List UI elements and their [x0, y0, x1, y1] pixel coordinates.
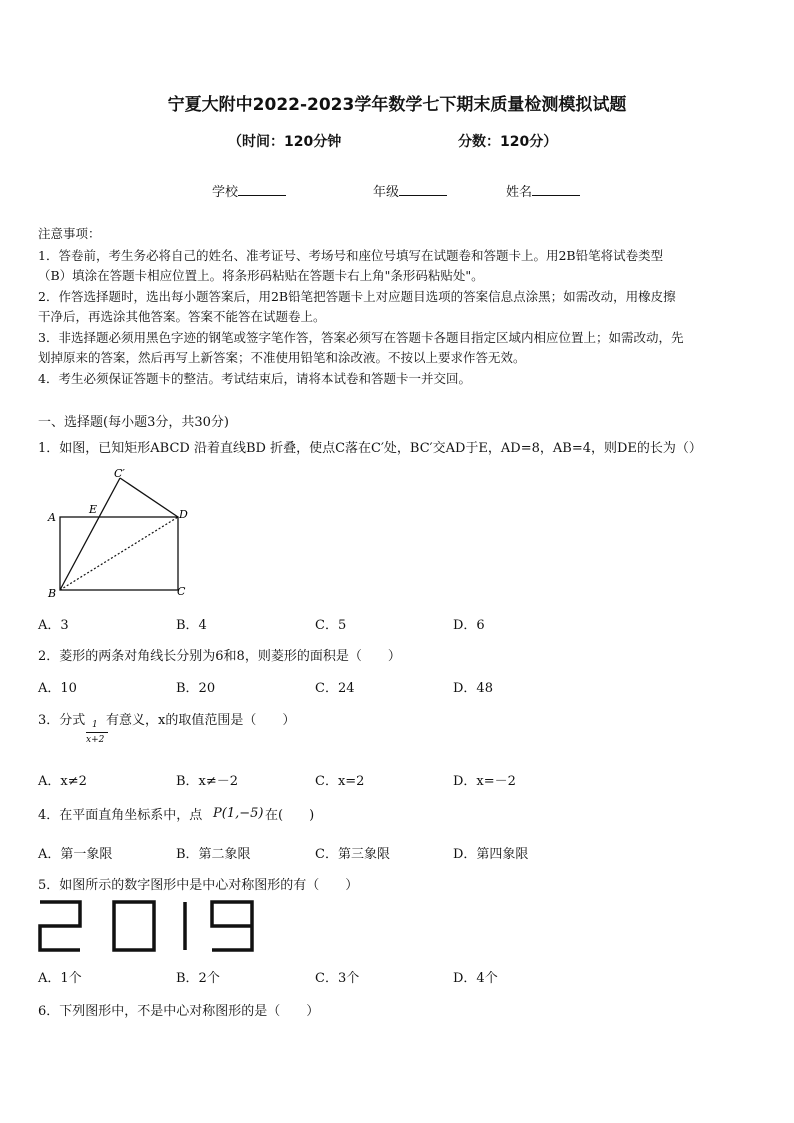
question-3-option-a: A．x≠2	[38, 774, 87, 789]
question-5-option-b: B．2个	[176, 971, 220, 986]
question-3-option-b: B．x≠－2	[176, 774, 239, 789]
segment-bc-prime	[60, 478, 120, 590]
label-d: D	[179, 508, 188, 521]
grade-field	[373, 181, 447, 200]
question-4-prefix: 4．在平面直角坐标系中，点	[38, 808, 203, 823]
grade-label: 年级	[373, 185, 400, 200]
section-heading: 一、选择题(每小题3分，共30分)	[38, 415, 229, 430]
question-2-text: 2．菱形的两条对角线长分别为6和8，则菱形的面积是（ ）	[38, 649, 401, 664]
rectangle-fold-diagram	[40, 468, 200, 600]
note-line: （B）填涂在答题卡相应位置上。将条形码粘贴在答题卡右上角"条形码粘贴处"。	[38, 268, 484, 283]
question-1-option-a: A．3	[38, 618, 69, 633]
label-a: A	[48, 511, 56, 524]
exam-score: 分数：120分）	[458, 134, 558, 150]
point-p: P(1,−5)	[213, 806, 264, 821]
grade-blank	[399, 184, 447, 196]
question-1-option-b: B．4	[176, 618, 207, 633]
note-line: 4．考生必须保证答题卡的整洁。考试结束后，请将本试卷和答题卡一并交回。	[38, 371, 471, 386]
note-line: 划掉原来的答案，然后再写上新答案；不准使用铅笔和涂改液。不按以上要求作答无效。	[38, 350, 526, 365]
page-title: 宁夏大附中2022-2023学年数学七下期末质量检测模拟试题	[167, 95, 627, 115]
digits-2019-figure	[34, 896, 260, 956]
question-5-text: 5．如图所示的数字图形中是中心对称图形的有（ ）	[38, 878, 359, 893]
name-field	[506, 181, 580, 200]
question-4-option-a: A．第一象限	[38, 847, 113, 862]
question-1-option-d: D．6	[453, 618, 485, 633]
question-3-option-c: C．x=2	[315, 774, 365, 789]
digit-2-shape	[40, 902, 80, 950]
fraction-denominator: x+2	[86, 735, 105, 745]
name-label: 姓名	[506, 185, 533, 200]
label-b: B	[48, 587, 57, 600]
question-3-suffix: 有意义，x的取值范围是（ ）	[106, 713, 296, 728]
segment-c-prime-d	[120, 478, 178, 517]
label-e: E	[89, 503, 98, 516]
question-2-option-d: D．48	[453, 681, 493, 696]
question-3-prefix: 3．分式	[38, 713, 86, 728]
school-blank	[238, 184, 286, 196]
note-line: 1．答卷前，考生务必将自己的姓名、准考证号、考场号和座位号填写在试题卷和答题卡上。用2B铅笔将试卷类型	[38, 248, 664, 263]
question-2-option-b: B．20	[176, 681, 216, 696]
question-4-option-d: D．第四象限	[453, 847, 529, 862]
diagonal-bd	[60, 517, 178, 590]
name-blank	[532, 184, 580, 196]
note-line: 干净后，再选涂其他答案。答案不能答在试题卷上。	[38, 309, 326, 324]
question-1-text: 1．如图，已知矩形ABCD 沿着直线BD 折叠，使点C落在C′处，BC′交AD于E，AD=8，AB=4，则DE的长为（）	[38, 441, 702, 456]
fraction-numerator: 1	[92, 720, 98, 730]
label-c: C	[177, 585, 186, 598]
digit-0-shape	[114, 902, 154, 950]
note-line: 3．非选择题必须用黑色字迹的钢笔或签字笔作答，答案必须写在答题卡各题目指定区域内相应位置上；如需改动，先	[38, 330, 684, 345]
question-4-option-b: B．第二象限	[176, 847, 251, 862]
question-1-option-c: C．5	[315, 618, 347, 633]
exam-time: （时间：120分钟	[228, 134, 342, 150]
digit-9-shape	[212, 902, 252, 950]
question-3-option-d: D．x=－2	[453, 774, 516, 789]
question-4-option-c: C．第三象限	[315, 847, 390, 862]
fraction-bar	[86, 732, 108, 733]
question-6-text: 6．下列图形中，不是中心对称图形的是（ ）	[38, 1004, 320, 1019]
notes-heading: 注意事项：	[38, 226, 101, 241]
note-line: 2．作答选择题时，选出每小题答案后，用2B铅笔把答题卡上对应题目选项的答案信息点涂黑；如需改动，用橡皮擦	[38, 289, 676, 304]
question-2-option-a: A．10	[38, 681, 77, 696]
question-5-option-d: D．4个	[453, 971, 498, 986]
school-label: 学校	[212, 185, 239, 200]
school-field	[212, 181, 286, 200]
question-5-option-a: A．1个	[38, 971, 82, 986]
question-4-suffix: 在( )	[265, 808, 315, 823]
label-c-prime: C′	[114, 468, 125, 480]
question-2-option-c: C．24	[315, 681, 355, 696]
question-5-option-c: C．3个	[315, 971, 360, 986]
